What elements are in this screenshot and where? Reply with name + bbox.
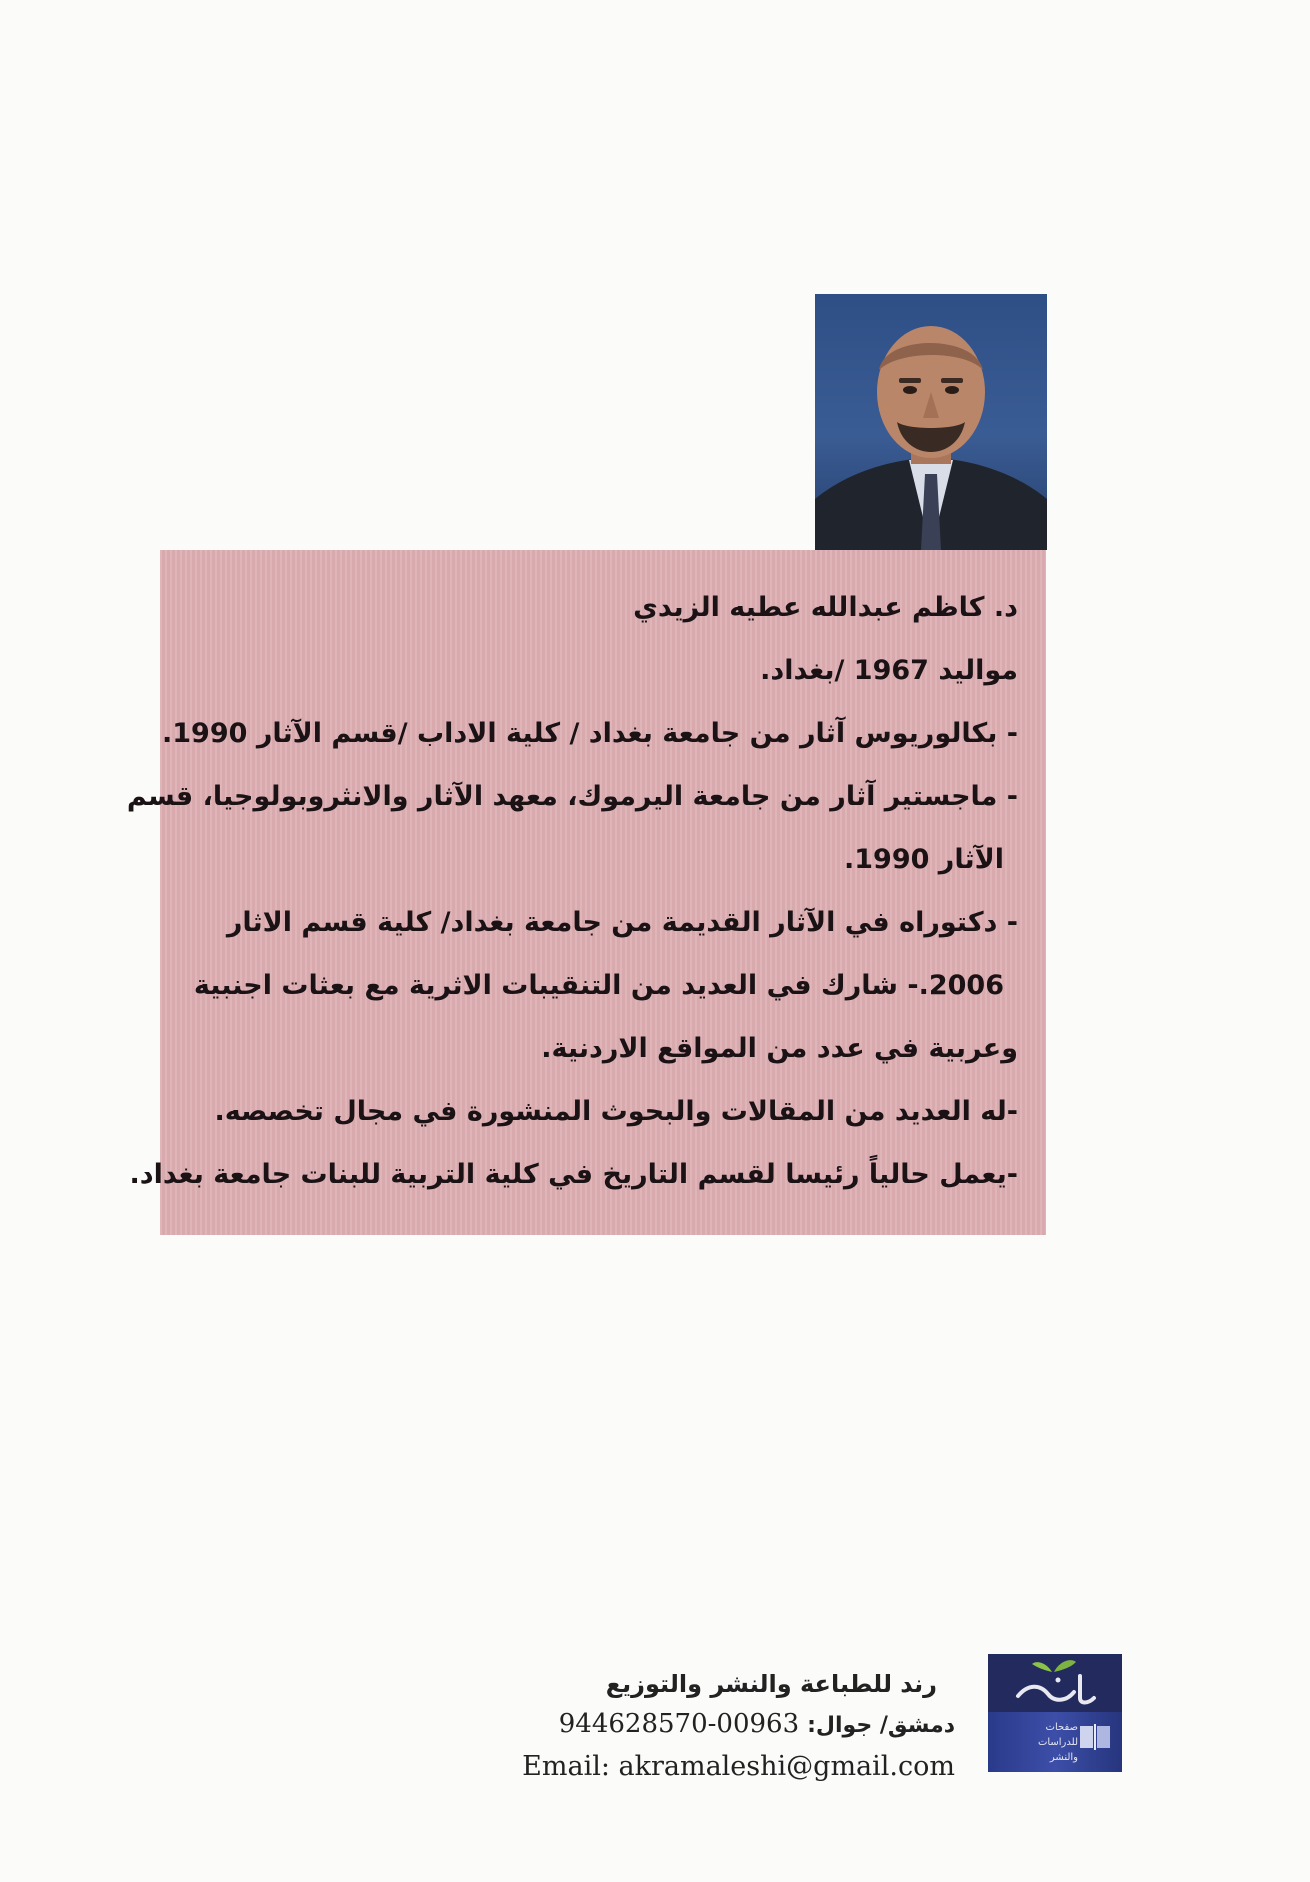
author-photo: [815, 294, 1047, 550]
logo-caption-line1: صفحات: [1045, 1722, 1078, 1733]
author-name: د. كاظم عبدالله عطيه الزيدي: [633, 592, 1018, 623]
master-degree-continued: الآثار 1990.: [843, 844, 1004, 875]
biography-panel: [126, 550, 1046, 1235]
bachelor-degree: - بكالوريوس آثار من جامعة بغداد / كلية الاداب /قسم الآثار 1990.: [162, 718, 1018, 749]
phone-number: 00963-944628570: [558, 1709, 800, 1739]
current-position: -يعمل حالياً رئيسا لقسم التاريخ في كلية التربية للبنات جامعة بغداد.: [129, 1159, 1018, 1190]
logo-caption-line2: للدراسات والنشر: [1037, 1737, 1078, 1763]
excavations-participation: 2006.- شارك في العديد من التنقيبات الاثرية مع بعثات اجنبية: [193, 970, 1004, 1001]
author-portrait-image: [815, 294, 1047, 550]
publisher-logo: [988, 1654, 1122, 1772]
logo-mark-graphic: [988, 1654, 1122, 1712]
doctorate-degree: - دكتوراه في الآثار القديمة من جامعة بغداد/ كلية قسم الاثار: [226, 907, 1018, 938]
publisher-email: Email: akramaleshi@gmail.com: [522, 1751, 955, 1782]
birth-info: مواليد 1967 /بغداد.: [760, 655, 1018, 686]
logo-caption: [1018, 1720, 1078, 1765]
logo-top-band: [988, 1654, 1122, 1712]
publisher-info: [435, 1664, 955, 1788]
excavations-participation-continued: وعربية في عدد من المواقع الاردنية.: [541, 1033, 1018, 1064]
publisher-phone: [435, 1704, 955, 1746]
master-degree: - ماجستير آثار من جامعة اليرموك، معهد الآثار والانثروبولوجيا، قسم: [126, 781, 1018, 812]
publisher-name: رند للطباعة والنشر والتوزيع: [605, 1670, 937, 1698]
book-icon: [1078, 1722, 1112, 1752]
phone-label: دمشق/ جوال:: [807, 1713, 955, 1738]
publications: -له العديد من المقالات والبحوث المنشورة في مجال تخصصه.: [214, 1096, 1018, 1127]
